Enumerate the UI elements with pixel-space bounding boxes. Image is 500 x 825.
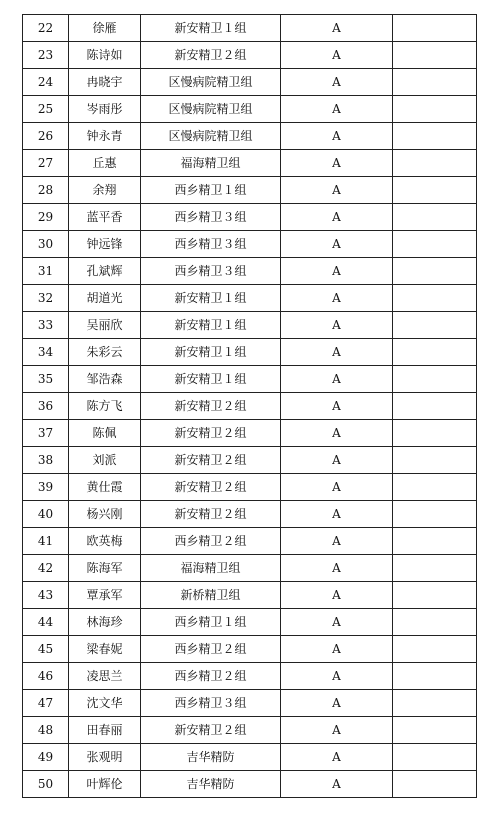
- person-name-cell: 沈文华: [69, 690, 141, 717]
- group-cell: 吉华精防: [141, 771, 281, 798]
- row-number-cell: 33: [23, 312, 69, 339]
- group-cell: 新安精卫２组: [141, 447, 281, 474]
- row-number-cell: 36: [23, 393, 69, 420]
- person-name-cell: 凌思兰: [69, 663, 141, 690]
- grade-cell: A: [281, 96, 393, 123]
- roster-table: [22, 14, 477, 798]
- group-cell: 福海精卫组: [141, 555, 281, 582]
- row-number-cell: 34: [23, 339, 69, 366]
- person-name-cell: 孔斌辉: [69, 258, 141, 285]
- row-number-cell: 38: [23, 447, 69, 474]
- group-cell: 区慢病院精卫组: [141, 96, 281, 123]
- group-cell: 西乡精卫３组: [141, 231, 281, 258]
- group-cell: 新桥精卫组: [141, 582, 281, 609]
- grade-cell: A: [281, 366, 393, 393]
- table-row: [23, 69, 477, 96]
- group-cell: 吉华精防: [141, 744, 281, 771]
- table-row: [23, 312, 477, 339]
- row-number-cell: 30: [23, 231, 69, 258]
- roster-table-body: [23, 15, 477, 798]
- person-name-cell: 徐雁: [69, 15, 141, 42]
- table-row: [23, 393, 477, 420]
- group-cell: 西乡精卫３组: [141, 258, 281, 285]
- group-cell: 新安精卫２组: [141, 717, 281, 744]
- remark-cell: [393, 339, 477, 366]
- remark-cell: [393, 69, 477, 96]
- person-name-cell: 梁春妮: [69, 636, 141, 663]
- person-name-cell: 岑雨彤: [69, 96, 141, 123]
- table-row: [23, 636, 477, 663]
- table-row: [23, 15, 477, 42]
- row-number-cell: 25: [23, 96, 69, 123]
- group-cell: 新安精卫１组: [141, 366, 281, 393]
- group-cell: 新安精卫１组: [141, 339, 281, 366]
- remark-cell: [393, 96, 477, 123]
- row-number-cell: 29: [23, 204, 69, 231]
- group-cell: 新安精卫２组: [141, 42, 281, 69]
- grade-cell: A: [281, 123, 393, 150]
- table-row: [23, 42, 477, 69]
- group-cell: 新安精卫２组: [141, 420, 281, 447]
- remark-cell: [393, 663, 477, 690]
- row-number-cell: 26: [23, 123, 69, 150]
- grade-cell: A: [281, 474, 393, 501]
- table-row: [23, 339, 477, 366]
- remark-cell: [393, 393, 477, 420]
- group-cell: 区慢病院精卫组: [141, 69, 281, 96]
- table-row: [23, 258, 477, 285]
- person-name-cell: 杨兴刚: [69, 501, 141, 528]
- remark-cell: [393, 366, 477, 393]
- table-row: [23, 717, 477, 744]
- table-row: [23, 285, 477, 312]
- grade-cell: A: [281, 663, 393, 690]
- person-name-cell: 丘惠: [69, 150, 141, 177]
- row-number-cell: 42: [23, 555, 69, 582]
- remark-cell: [393, 744, 477, 771]
- table-row: [23, 420, 477, 447]
- person-name-cell: 陈海军: [69, 555, 141, 582]
- remark-cell: [393, 582, 477, 609]
- remark-cell: [393, 123, 477, 150]
- group-cell: 新安精卫１组: [141, 285, 281, 312]
- row-number-cell: 50: [23, 771, 69, 798]
- person-name-cell: 刘派: [69, 447, 141, 474]
- row-number-cell: 28: [23, 177, 69, 204]
- table-row: [23, 501, 477, 528]
- table-row: [23, 177, 477, 204]
- table-row: [23, 447, 477, 474]
- group-cell: 西乡精卫２组: [141, 636, 281, 663]
- group-cell: 西乡精卫３组: [141, 690, 281, 717]
- row-number-cell: 46: [23, 663, 69, 690]
- row-number-cell: 27: [23, 150, 69, 177]
- row-number-cell: 39: [23, 474, 69, 501]
- remark-cell: [393, 528, 477, 555]
- group-cell: 西乡精卫１组: [141, 177, 281, 204]
- group-cell: 新安精卫１组: [141, 15, 281, 42]
- remark-cell: [393, 474, 477, 501]
- group-cell: 西乡精卫２组: [141, 663, 281, 690]
- person-name-cell: 冉晓宇: [69, 69, 141, 96]
- grade-cell: A: [281, 420, 393, 447]
- grade-cell: A: [281, 744, 393, 771]
- person-name-cell: 陈诗如: [69, 42, 141, 69]
- grade-cell: A: [281, 609, 393, 636]
- group-cell: 新安精卫２组: [141, 393, 281, 420]
- grade-cell: A: [281, 690, 393, 717]
- grade-cell: A: [281, 258, 393, 285]
- grade-cell: A: [281, 204, 393, 231]
- person-name-cell: 胡道光: [69, 285, 141, 312]
- grade-cell: A: [281, 717, 393, 744]
- table-row: [23, 771, 477, 798]
- remark-cell: [393, 15, 477, 42]
- row-number-cell: 44: [23, 609, 69, 636]
- table-row: [23, 204, 477, 231]
- grade-cell: A: [281, 15, 393, 42]
- remark-cell: [393, 258, 477, 285]
- group-cell: 新安精卫２组: [141, 474, 281, 501]
- person-name-cell: 叶辉伦: [69, 771, 141, 798]
- remark-cell: [393, 150, 477, 177]
- group-cell: 区慢病院精卫组: [141, 123, 281, 150]
- group-cell: 西乡精卫１组: [141, 609, 281, 636]
- grade-cell: A: [281, 231, 393, 258]
- remark-cell: [393, 555, 477, 582]
- grade-cell: A: [281, 555, 393, 582]
- row-number-cell: 37: [23, 420, 69, 447]
- person-name-cell: 欧英梅: [69, 528, 141, 555]
- person-name-cell: 钟远锋: [69, 231, 141, 258]
- grade-cell: A: [281, 447, 393, 474]
- grade-cell: A: [281, 339, 393, 366]
- person-name-cell: 吴丽欣: [69, 312, 141, 339]
- person-name-cell: 覃承军: [69, 582, 141, 609]
- person-name-cell: 陈佩: [69, 420, 141, 447]
- remark-cell: [393, 771, 477, 798]
- remark-cell: [393, 717, 477, 744]
- group-cell: 西乡精卫３组: [141, 204, 281, 231]
- person-name-cell: 林海珍: [69, 609, 141, 636]
- remark-cell: [393, 204, 477, 231]
- remark-cell: [393, 420, 477, 447]
- grade-cell: A: [281, 393, 393, 420]
- grade-cell: A: [281, 528, 393, 555]
- row-number-cell: 31: [23, 258, 69, 285]
- grade-cell: A: [281, 69, 393, 96]
- row-number-cell: 45: [23, 636, 69, 663]
- row-number-cell: 23: [23, 42, 69, 69]
- person-name-cell: 余翔: [69, 177, 141, 204]
- remark-cell: [393, 42, 477, 69]
- row-number-cell: 35: [23, 366, 69, 393]
- person-name-cell: 钟永青: [69, 123, 141, 150]
- row-number-cell: 47: [23, 690, 69, 717]
- table-row: [23, 690, 477, 717]
- group-cell: 新安精卫１组: [141, 312, 281, 339]
- table-row: [23, 96, 477, 123]
- person-name-cell: 朱彩云: [69, 339, 141, 366]
- group-cell: 福海精卫组: [141, 150, 281, 177]
- grade-cell: A: [281, 42, 393, 69]
- remark-cell: [393, 690, 477, 717]
- row-number-cell: 48: [23, 717, 69, 744]
- remark-cell: [393, 285, 477, 312]
- grade-cell: A: [281, 150, 393, 177]
- remark-cell: [393, 231, 477, 258]
- grade-cell: A: [281, 312, 393, 339]
- table-row: [23, 474, 477, 501]
- person-name-cell: 蓝平香: [69, 204, 141, 231]
- row-number-cell: 41: [23, 528, 69, 555]
- table-row: [23, 123, 477, 150]
- person-name-cell: 田春丽: [69, 717, 141, 744]
- table-row: [23, 366, 477, 393]
- row-number-cell: 24: [23, 69, 69, 96]
- grade-cell: A: [281, 285, 393, 312]
- person-name-cell: 张观明: [69, 744, 141, 771]
- remark-cell: [393, 609, 477, 636]
- grade-cell: A: [281, 177, 393, 204]
- group-cell: 西乡精卫２组: [141, 528, 281, 555]
- row-number-cell: 32: [23, 285, 69, 312]
- person-name-cell: 邹浩森: [69, 366, 141, 393]
- remark-cell: [393, 447, 477, 474]
- grade-cell: A: [281, 636, 393, 663]
- row-number-cell: 49: [23, 744, 69, 771]
- person-name-cell: 黄仕霞: [69, 474, 141, 501]
- table-row: [23, 744, 477, 771]
- grade-cell: A: [281, 582, 393, 609]
- remark-cell: [393, 177, 477, 204]
- table-row: [23, 150, 477, 177]
- table-row: [23, 555, 477, 582]
- grade-cell: A: [281, 501, 393, 528]
- remark-cell: [393, 312, 477, 339]
- row-number-cell: 43: [23, 582, 69, 609]
- table-row: [23, 528, 477, 555]
- row-number-cell: 40: [23, 501, 69, 528]
- table-row: [23, 231, 477, 258]
- person-name-cell: 陈方飞: [69, 393, 141, 420]
- table-row: [23, 582, 477, 609]
- group-cell: 新安精卫２组: [141, 501, 281, 528]
- table-row: [23, 663, 477, 690]
- remark-cell: [393, 636, 477, 663]
- remark-cell: [393, 501, 477, 528]
- grade-cell: A: [281, 771, 393, 798]
- row-number-cell: 22: [23, 15, 69, 42]
- table-row: [23, 609, 477, 636]
